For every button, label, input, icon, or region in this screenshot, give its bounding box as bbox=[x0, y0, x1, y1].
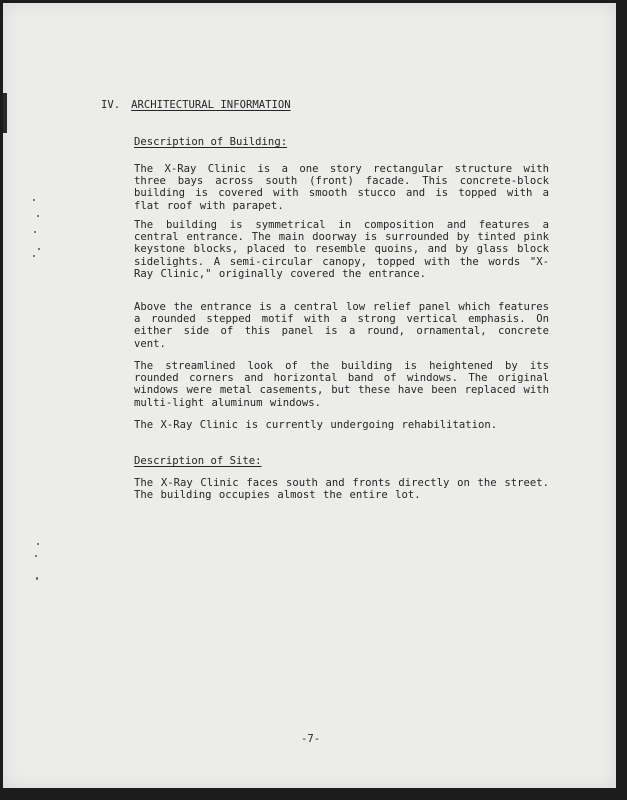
scan-speck bbox=[33, 255, 35, 257]
scan-speck bbox=[34, 231, 36, 233]
section-title: ARCHITECTURAL INFORMATION bbox=[131, 99, 291, 111]
site-description-heading: Description of Site: bbox=[134, 455, 262, 467]
building-description-heading: Description of Building: bbox=[134, 136, 288, 148]
page-number: -7- bbox=[301, 733, 321, 745]
building-paragraph-5: The X-Ray Clinic is currently undergoing rehabilitation. bbox=[134, 419, 498, 431]
scan-speck bbox=[36, 577, 38, 580]
scan-speck bbox=[37, 543, 39, 545]
building-paragraph-2: The building is symmetrical in composition and features a central entrance. The main doorway is surrounded by tinted pink keystone blocks, placed to resemble quoins, and by glass block sidelights. A semi-circular canopy, topped with the words "X-Ray Clinic," originally covered the entrance. bbox=[134, 219, 549, 280]
section-heading bbox=[101, 99, 291, 111]
site-paragraph: The X-Ray Clinic faces south and fronts directly on the street. The building occupies almost the entire lot. bbox=[134, 477, 549, 502]
section-number: IV. bbox=[101, 99, 121, 111]
document-body bbox=[3, 3, 616, 788]
building-paragraph-1: The X-Ray Clinic is a one story rectangular structure with three bays across south (front) facade. This concrete-block building is covered with smooth stucco and is topped with a flat roof with parapet. bbox=[134, 163, 549, 212]
scan-speck bbox=[37, 215, 39, 217]
building-paragraph-4: The streamlined look of the building is heightened by its rounded corners and horizontal band of windows. The original windows were metal casements, but these have been replaced with multi-light aluminum windows. bbox=[134, 360, 549, 409]
document-page bbox=[3, 3, 616, 788]
building-paragraph-3: Above the entrance is a central low relief panel which features a rounded stepped motif with a strong vertical emphasis. On either side of this panel is a round, ornamental, concrete vent. bbox=[134, 301, 549, 350]
scan-speck bbox=[35, 555, 37, 557]
scan-speck bbox=[38, 248, 40, 250]
scan-speck bbox=[33, 199, 35, 201]
